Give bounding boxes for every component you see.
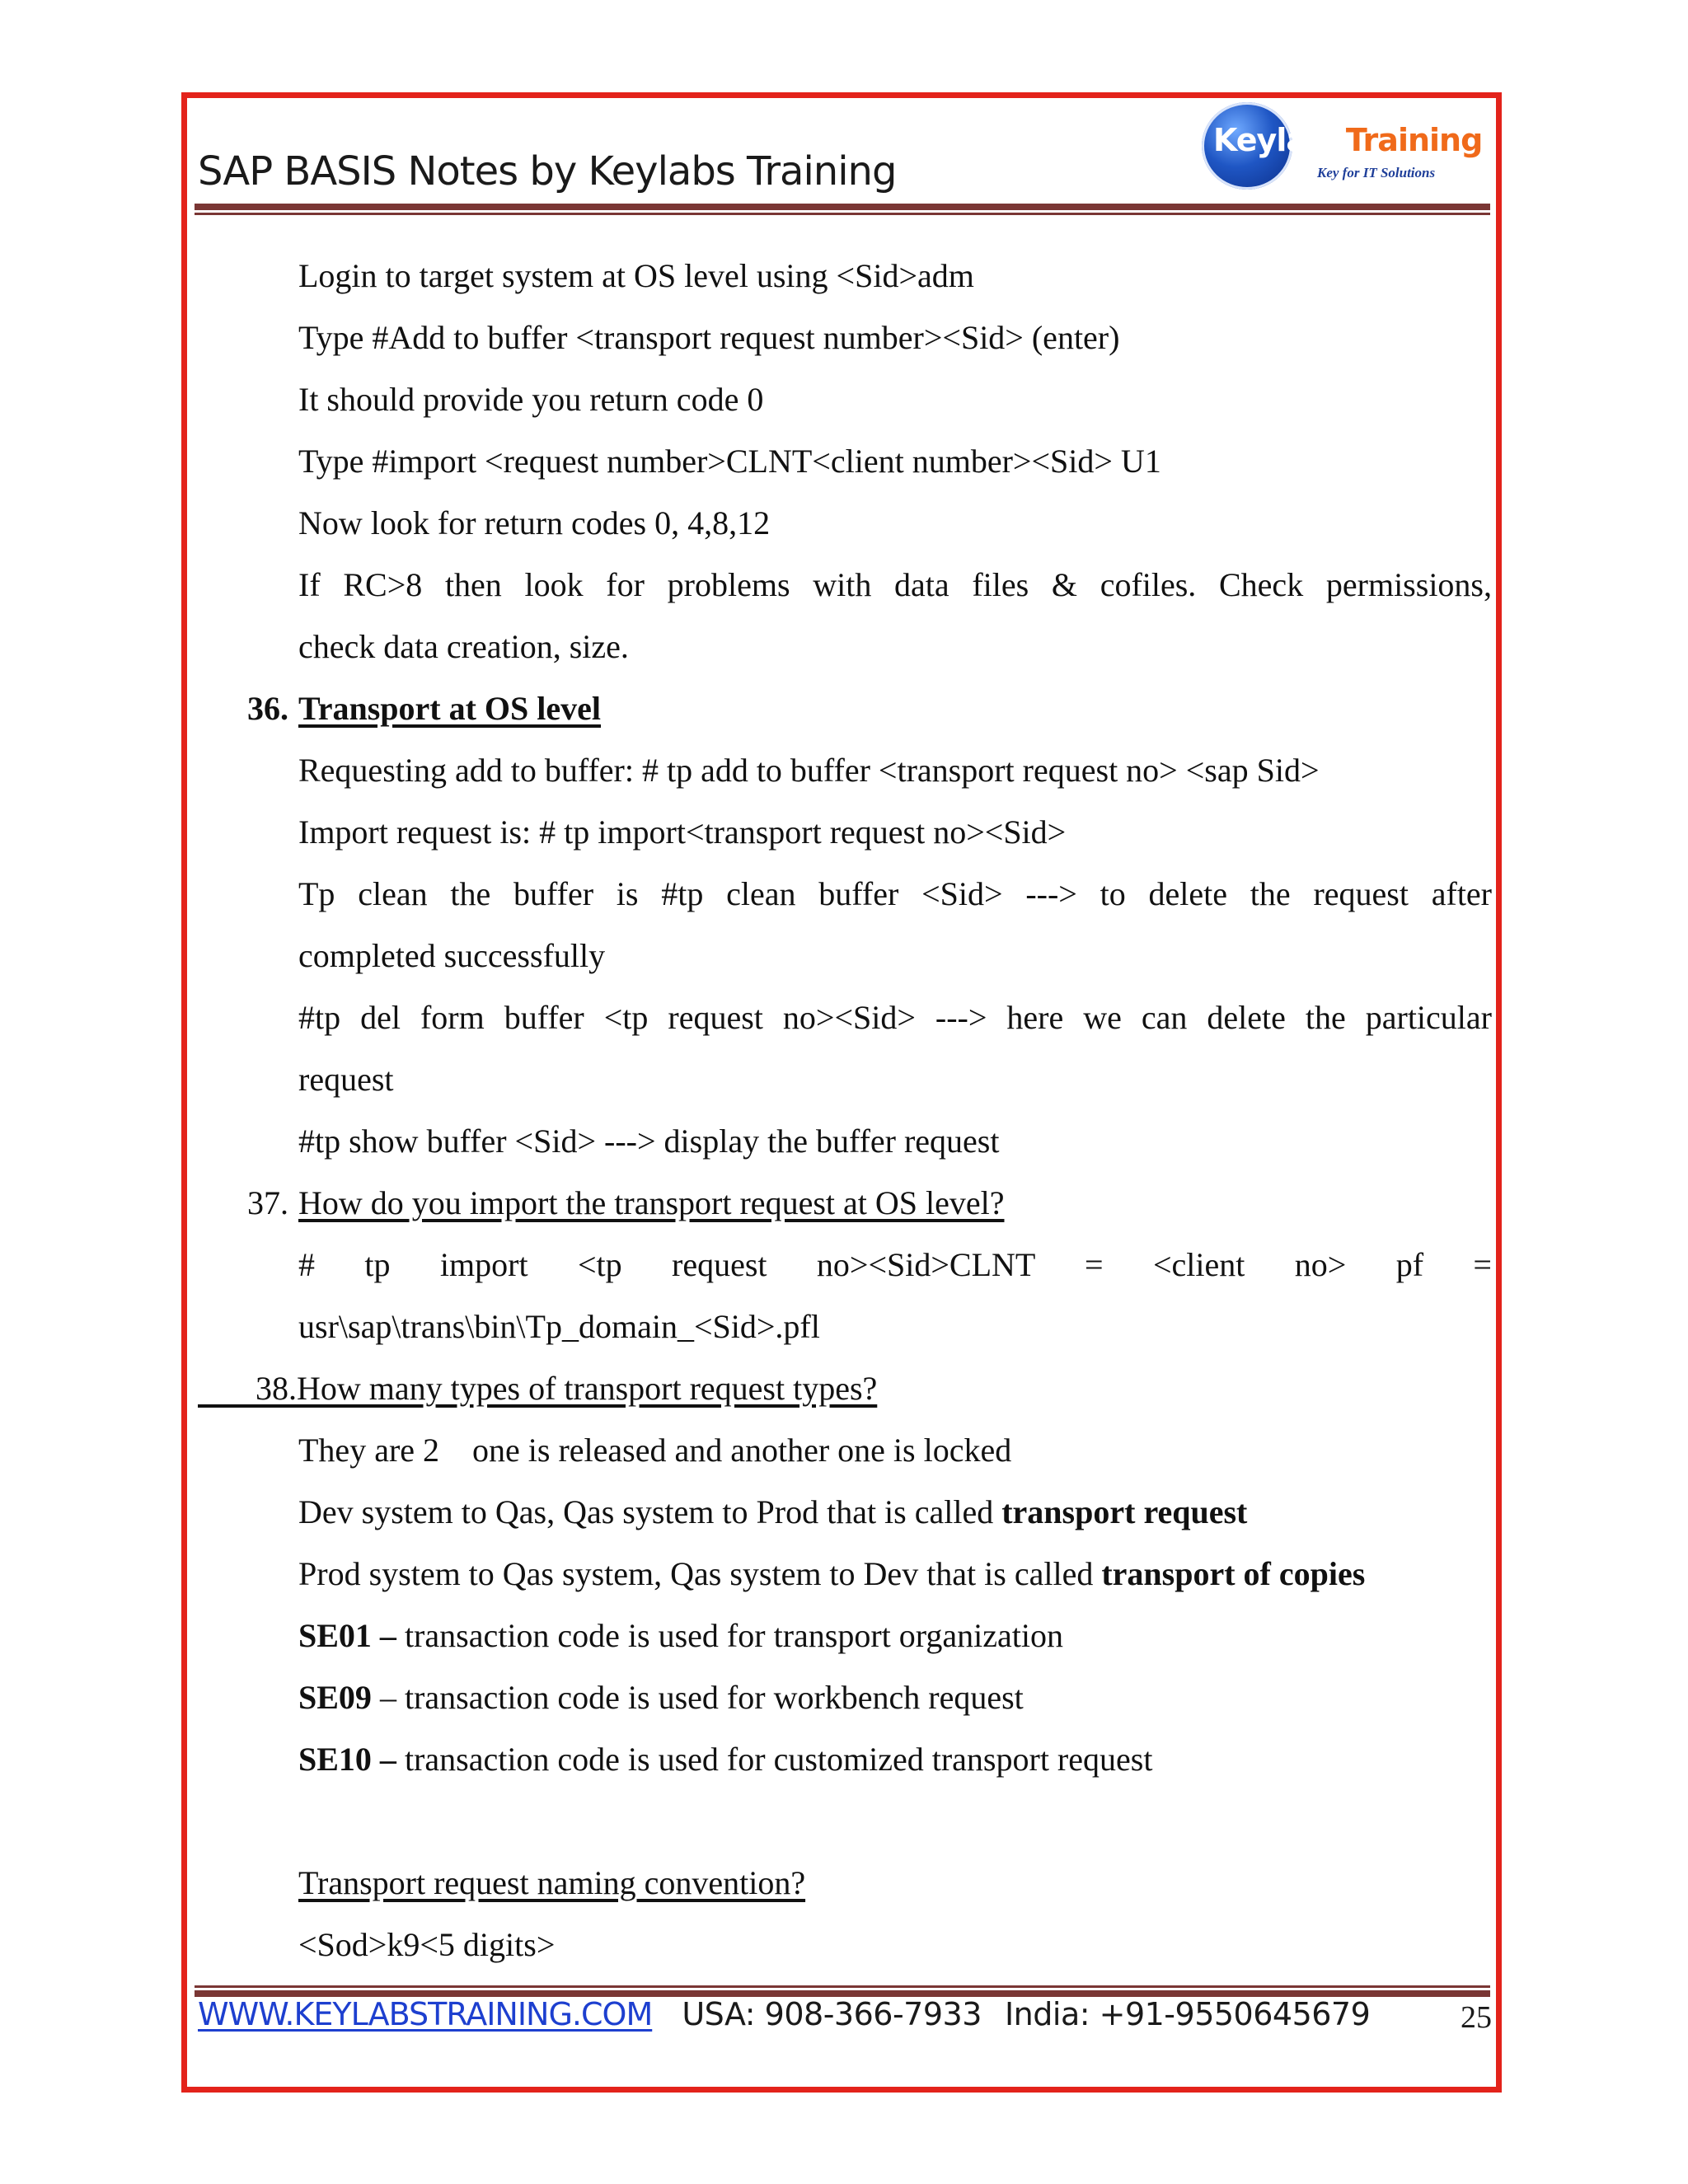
section-heading: Transport at OS level bbox=[298, 690, 602, 727]
text-line: Login to target system at OS level using <Sid>adm bbox=[298, 257, 974, 294]
keylabs-logo bbox=[1195, 97, 1483, 196]
text-line: Type #import <request number>CLNT<client number><Sid> U1 bbox=[298, 443, 1161, 480]
text-line: SE09 – transaction code is used for workbench request bbox=[298, 1679, 1024, 1716]
text-line: Requesting add to buffer: # tp add to buffer <transport request no> <sap Sid> bbox=[298, 752, 1320, 789]
footer bbox=[198, 1996, 1492, 2035]
text-line: request bbox=[298, 1061, 394, 1098]
footer-divider bbox=[195, 1985, 1490, 1997]
text-line: <Sod>k9<5 digits> bbox=[298, 1926, 556, 1963]
text-line: check data creation, size. bbox=[298, 628, 629, 665]
text-line: Import request is: # tp import<transport request no><Sid> bbox=[298, 813, 1067, 851]
text-line: Prod system to Qas system, Qas system to Dev that is called transport of copies bbox=[298, 1555, 1366, 1592]
section-number: 36. bbox=[247, 690, 288, 727]
text-line: Now look for return codes 0, 4,8,12 bbox=[298, 504, 771, 541]
section-heading: 38.How many types of transport request types? bbox=[198, 1370, 878, 1407]
text-line: # tp import <tp request no><Sid>CLNT = <client no> pf = bbox=[298, 1246, 1492, 1283]
text-line: Type #Add to buffer <transport request number><Sid> (enter) bbox=[298, 319, 1120, 356]
text-line: #tp show buffer <Sid> ---> display the buffer request bbox=[298, 1122, 1000, 1160]
text-line: SE10 – transaction code is used for customized transport request bbox=[298, 1741, 1153, 1778]
usa-phone: USA: 908-366-7933 bbox=[682, 1996, 982, 2032]
page-number: 25 bbox=[1461, 2000, 1492, 2035]
text-line: SE01 – transaction code is used for transport organization bbox=[298, 1617, 1063, 1654]
text-line: It should provide you return code 0 bbox=[298, 381, 764, 418]
text-line: #tp del form buffer <tp request no><Sid> ---> here we can delete the particular bbox=[298, 999, 1492, 1036]
text-line: If RC>8 then look for problems with data files & cofiles. Check permissions, bbox=[298, 566, 1492, 603]
header-title: SAP BASIS Notes by Keylabs Training bbox=[198, 148, 897, 194]
logo-tagline: Key for IT Solutions bbox=[1317, 165, 1436, 180]
text-line: They are 2 one is released and another one is locked bbox=[298, 1432, 1012, 1469]
text-line: Tp clean the buffer is #tp clean buffer <Sid> ---> to delete the request after bbox=[298, 875, 1492, 912]
section-number: 37. bbox=[247, 1184, 288, 1221]
text-line: Dev system to Qas, Qas system to Prod that is called transport request bbox=[298, 1493, 1248, 1530]
section-heading: Transport request naming convention? bbox=[298, 1864, 806, 1901]
website-link[interactable]: WWW.KEYLABSTRAINING.COM bbox=[198, 1996, 653, 2032]
header-divider bbox=[195, 204, 1490, 215]
text-line: completed successfully bbox=[298, 937, 606, 974]
logo-wordmark: KeylabsTraining bbox=[1213, 122, 1483, 158]
india-phone: India: +91-9550645679 bbox=[1004, 1996, 1371, 2032]
section-heading: How do you import the transport request at OS level? bbox=[298, 1184, 1005, 1221]
text-line: usr\sap\trans\bin\Tp_domain_<Sid>.pfl bbox=[298, 1308, 820, 1345]
